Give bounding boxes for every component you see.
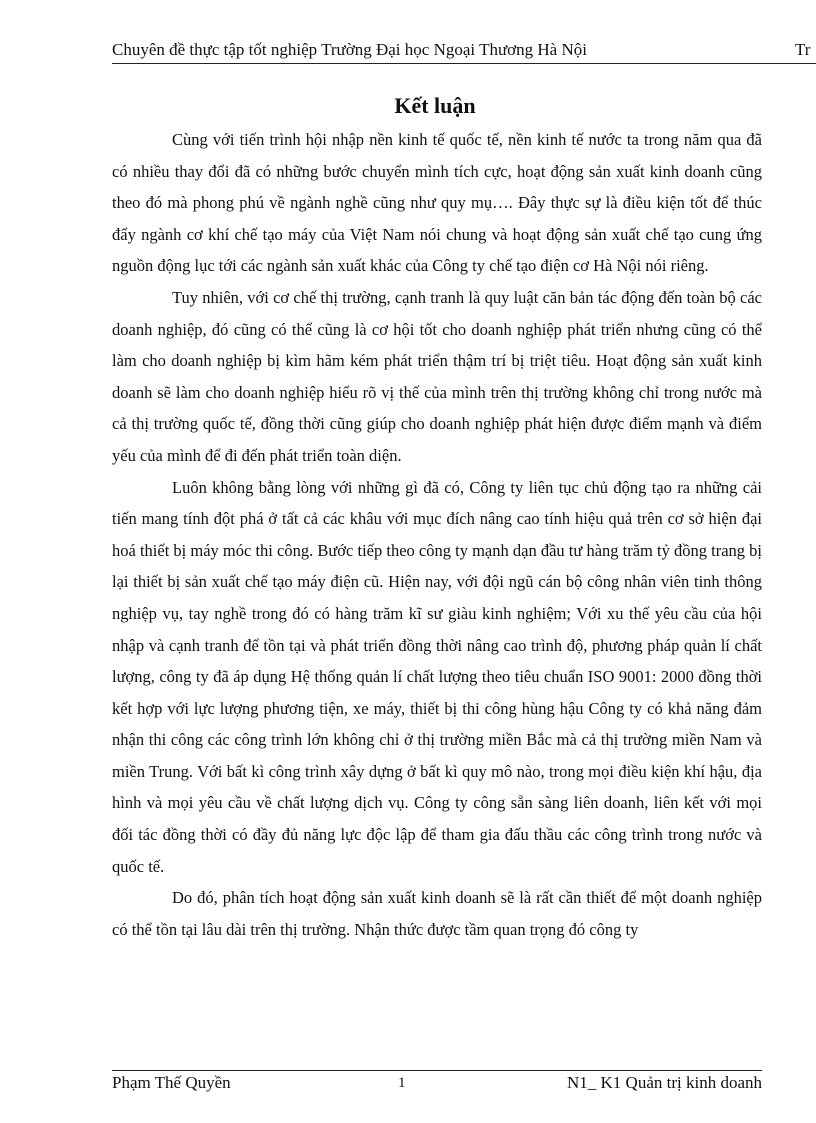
page-number: 1 xyxy=(398,1075,406,1091)
footer-rule xyxy=(112,1070,762,1071)
header-title: Chuyên đề thực tập tốt nghiệp Trường Đại học Ngoại Thương Hà Nội xyxy=(112,40,587,59)
body-text xyxy=(112,124,762,945)
paragraph-4: Do đó, phân tích hoạt động sản xuất kinh doanh sẽ là rất cần thiết để một doanh nghiệp có thể tồn tại lâu dài trên thị trường. Nhận thức được tầm quan trọng đó công ty xyxy=(112,888,762,939)
paragraph-2: Tuy nhiên, với cơ chế thị trường, cạnh tranh là quy luật căn bản tác động đến toàn bộ các doanh nghiệp, đó cũng có thể cũng là cơ hội tốt cho doanh nghiệp phát triển nhưng cũng có thể làm cho doanh nghiệp bị kìm hãm kém phát triển thậm trí bị triệt tiêu. Hoạt động sản xuất kinh doanh sẽ làm cho doanh nghiệp hiểu rõ vị thế của mình trên thị trường không chỉ trong nước mà cả thị trường quốc tế, đồng thời cũng giúp cho doanh nghiệp phát hiện được điểm mạnh và điểm yếu của mình để đi đến phát triển toàn diện. xyxy=(112,287,762,465)
page-title: Kết luận xyxy=(394,93,476,118)
paragraph-3: Luôn không bằng lòng với những gì đã có, Công ty liên tục chủ động tạo ra những cải tiến mang tính đột phá ở tất cả các khâu với mục đích nâng cao tính hiệu quả trên cơ sở hiện đại hoá thiết bị máy móc thi công. Bước tiếp theo công ty mạnh dạn đầu tư hàng trăm tỷ đồng trang bị lại thiết bị sản xuất chế tạo máy điện cũ. Hiện nay, với đội ngũ cán bộ công nhân viên tinh thông nghiệp vụ, tay nghề trong đó có hàng trăm kĩ sư giàu kinh nghiệm; Với xu thế yêu cầu của hội nhập và cạnh tranh để tồn tại và phát triển đồng thời nâng cao trình độ, phương pháp quản lí chất lượng, công ty đã áp dụng Hệ thống quản lí chất lượng theo tiêu chuẩn ISO 9001: 2000 đồng thời kết hợp với lực lượng phương tiện, xe máy, thiết bị thi công hùng hậu Công ty có khả năng đảm nhận thi công các công trình lớn không chỉ ở thị trường miền Bắc mà cả thị trường miền Nam và miền Trung. Với bất kì công trình xây dựng ở bất kì quy mô nào, trong mọi điều kiện khí hậu, địa hình và mọi yêu cầu về chất lượng dịch vụ. Công ty công sẵn sàng liên doanh, liên kết với mọi đối tác đồng thời có đầy đủ năng lực độc lập để tham gia đấu thầu các công trình trong nước và quốc tế. xyxy=(112,477,762,876)
footer-class: N1_ K1 Quản trị kinh doanh xyxy=(566,1073,762,1092)
header-rule xyxy=(112,63,816,64)
header-right-fragment: Tr xyxy=(795,40,811,59)
paragraph-1: Cùng với tiến trình hội nhập nền kinh tế quốc tế, nền kinh tế nước ta trong năm qua đã có nhiều thay đổi đã có những bước chuyển mình tích cực, hoạt động sản xuất kinh doanh cũng theo đó mà phong phú về ngành nghề cũng như quy mụ…. Đây thực sự là điều kiện tốt để thúc đẩy ngành cơ khí chế tạo máy của Việt Nam nói chung và hoạt động sản xuất chế tạo cung ứng nguồn động lục tới các ngành sản xuất khác của Công ty chế tạo điện cơ Hà Nội nói riêng. xyxy=(112,130,762,276)
page-footer xyxy=(112,1072,762,1096)
footer-author: Phạm Thế Quyền xyxy=(112,1073,231,1092)
page-header xyxy=(112,39,816,63)
